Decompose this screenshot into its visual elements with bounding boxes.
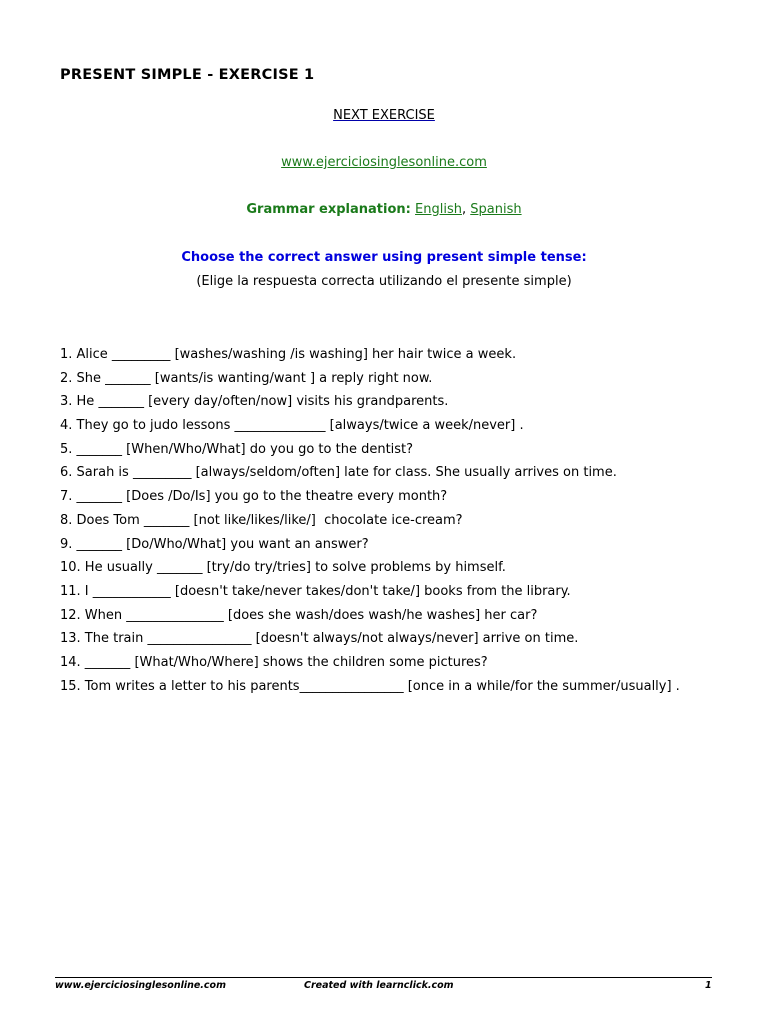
question-item: 14. _______ [What/Who/Where] shows the children some pictures? (60, 654, 488, 670)
grammar-link-english[interactable]: English (415, 202, 462, 217)
question-item: 7. _______ [Does /Do/Is] you go to the theatre every month? (60, 489, 448, 505)
question-item: 15. Tom writes a letter to his parents________________ [once in a while/for the summer/usually] . (60, 678, 680, 694)
question-item: 4. They go to judo lessons ______________ [always/twice a week/never] . (60, 418, 524, 434)
question-item: 11. I ____________ [doesn't take/never takes/don't take/] books from the library. (60, 583, 571, 599)
footer-credit: Created with learnclick.com (304, 980, 454, 991)
question-item: 10. He usually _______ [try/do try/tries] to solve problems by himself. (60, 560, 506, 576)
instructions: Choose the correct answer using present simple tense: (181, 250, 587, 265)
grammar-explanation (0, 202, 768, 217)
grammar-label: Grammar explanation: (246, 202, 411, 217)
question-item: 13. The train ________________ [doesn't always/not always/never] arrive on time. (60, 631, 579, 647)
question-item: 8. Does Tom _______ [not like/likes/like/] chocolate ice-cream? (60, 512, 463, 528)
page-title: PRESENT SIMPLE - EXERCISE 1 (60, 67, 315, 83)
question-item: 3. He _______ [every day/often/now] visits his grandparents. (60, 394, 449, 410)
question-item: 2. She _______ [wants/is wanting/want ] a reply right now. (60, 370, 433, 386)
question-item: 5. _______ [When/Who/What] do you go to the dentist? (60, 441, 414, 457)
question-item: 12. When _______________ [does she wash/does wash/he washes] her car? (60, 607, 538, 623)
question-item: 9. _______ [Do/Who/What] you want an answer? (60, 536, 369, 552)
question-item: 6. Sarah is _________ [always/seldom/often] late for class. She usually arrives on time. (60, 465, 617, 481)
footer-site: www.ejerciciosinglesonline.com (55, 980, 226, 991)
footer-rule (55, 977, 712, 978)
instructions-spanish: (Elige la respuesta correcta utilizando el presente simple) (196, 274, 572, 289)
next-exercise-link[interactable]: NEXT EXERCISE (333, 108, 435, 123)
question-list (60, 345, 720, 700)
footer-page-number: 1 (705, 980, 712, 991)
site-link[interactable]: www.ejerciciosinglesonline.com (281, 155, 487, 170)
grammar-separator: , (461, 202, 467, 217)
grammar-link-spanish[interactable]: Spanish (470, 202, 522, 217)
question-item: 1. Alice _________ [washes/washing /is washing] her hair twice a week. (60, 347, 517, 362)
